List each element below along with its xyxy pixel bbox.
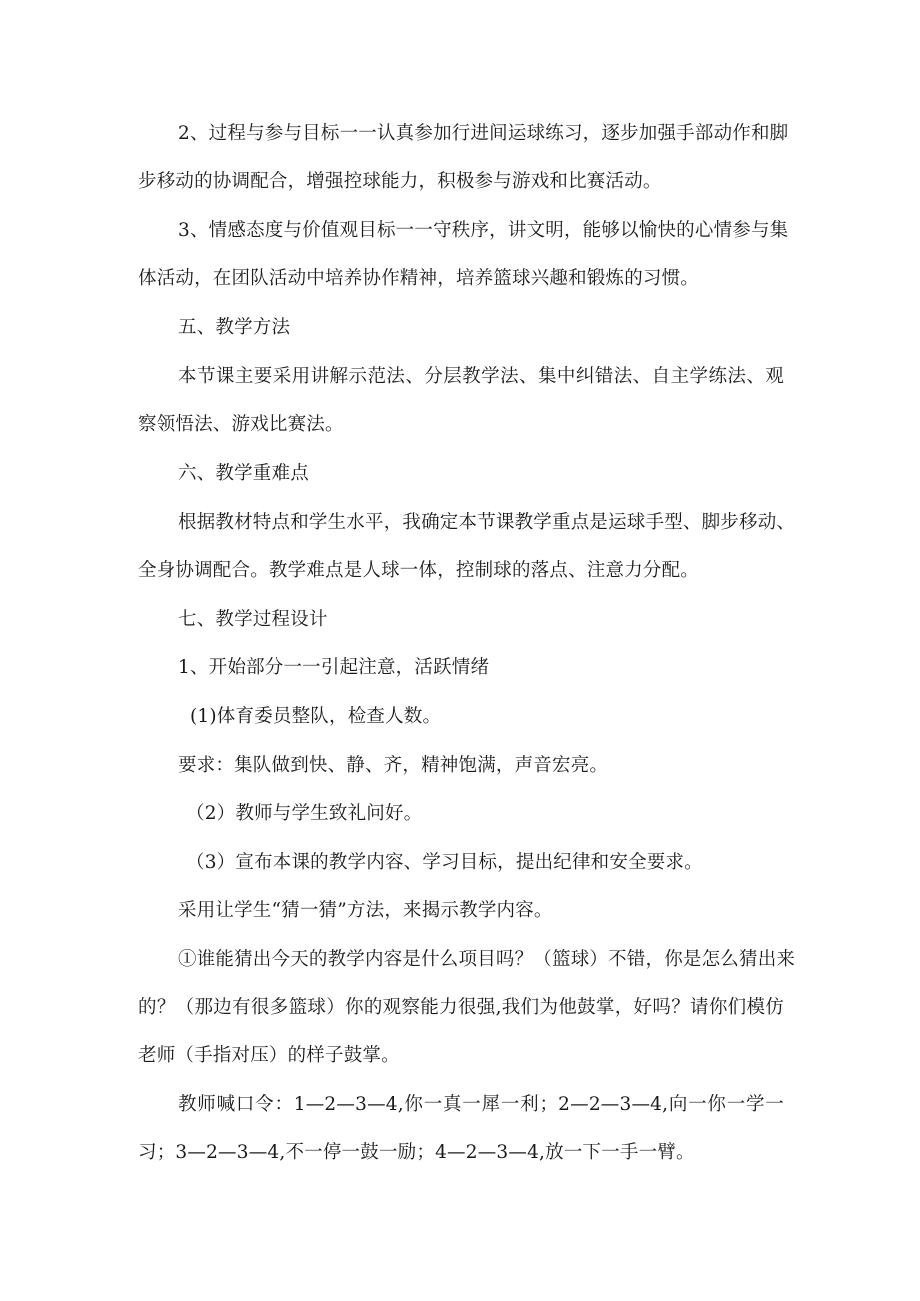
paragraph-line: 2、过程与参与目标一一认真参加行进间运球练习，逐步加强手部动作和脚 xyxy=(178,123,789,144)
section-heading: 五、教学方法 xyxy=(178,317,291,338)
list-item: （2）教师与学生致礼问好。 xyxy=(186,803,423,824)
paragraph-line: 体活动，在团队活动中培养协作精神，培养篮球兴趣和锻炼的习惯。 xyxy=(138,268,700,289)
paragraph-line: 采用让学生“猜一猜”方法，来揭示教学内容。 xyxy=(178,900,553,921)
subsection-heading: 1、开始部分一一引起注意，活跃情绪 xyxy=(178,657,490,678)
section-heading: 六、教学重难点 xyxy=(178,463,309,484)
paragraph-line: 根据教材特点和学生水平，我确定本节课教学重点是运球手型、脚步移动、 xyxy=(178,512,796,533)
paragraph-line: 全身协调配合。教学难点是人球一体，控制球的落点、注意力分配。 xyxy=(138,560,700,581)
list-item: (1)体育委员整队，检查人数。 xyxy=(190,706,442,727)
paragraph-line: 习；3—2—3—4,不一停一鼓一励；4—2—3—4,放一下一手一臂。 xyxy=(138,1142,695,1163)
paragraph-line: 要求：集队做到快、静、齐，精神饱满，声音宏亮。 xyxy=(178,755,609,776)
paragraph-line: 察领悟法、游戏比赛法。 xyxy=(138,414,344,435)
paragraph-line: 本节课主要采用讲解示范法、分层教学法、集中纠错法、自主学练法、观 xyxy=(178,366,784,387)
paragraph-line: 的？（那边有很多篮球）你的观察能力很强,我们为他鼓掌，好吗？请你们模仿 xyxy=(138,997,784,1018)
paragraph-line: 3、情感态度与价值观目标一一守秩序，讲文明，能够以愉快的心情参与集 xyxy=(178,220,789,241)
list-item: （3）宣布本课的教学内容、学习目标，提出纪律和安全要求。 xyxy=(186,852,703,873)
paragraph-line: 教师喊口令：1—2—3—4,你一真一犀一利；2—2—3—4,向一你一学一 xyxy=(178,1094,784,1115)
section-heading: 七、教学过程设计 xyxy=(178,609,328,630)
paragraph-line: ①谁能猜出今天的教学内容是什么项目吗？（篮球）不错，你是怎么猜出来 xyxy=(178,949,796,970)
paragraph-line: 老师（手指对压）的样子鼓掌。 xyxy=(138,1045,400,1066)
paragraph-line: 步移动的协调配合，增强控球能力，积极参与游戏和比赛活动。 xyxy=(138,171,662,192)
